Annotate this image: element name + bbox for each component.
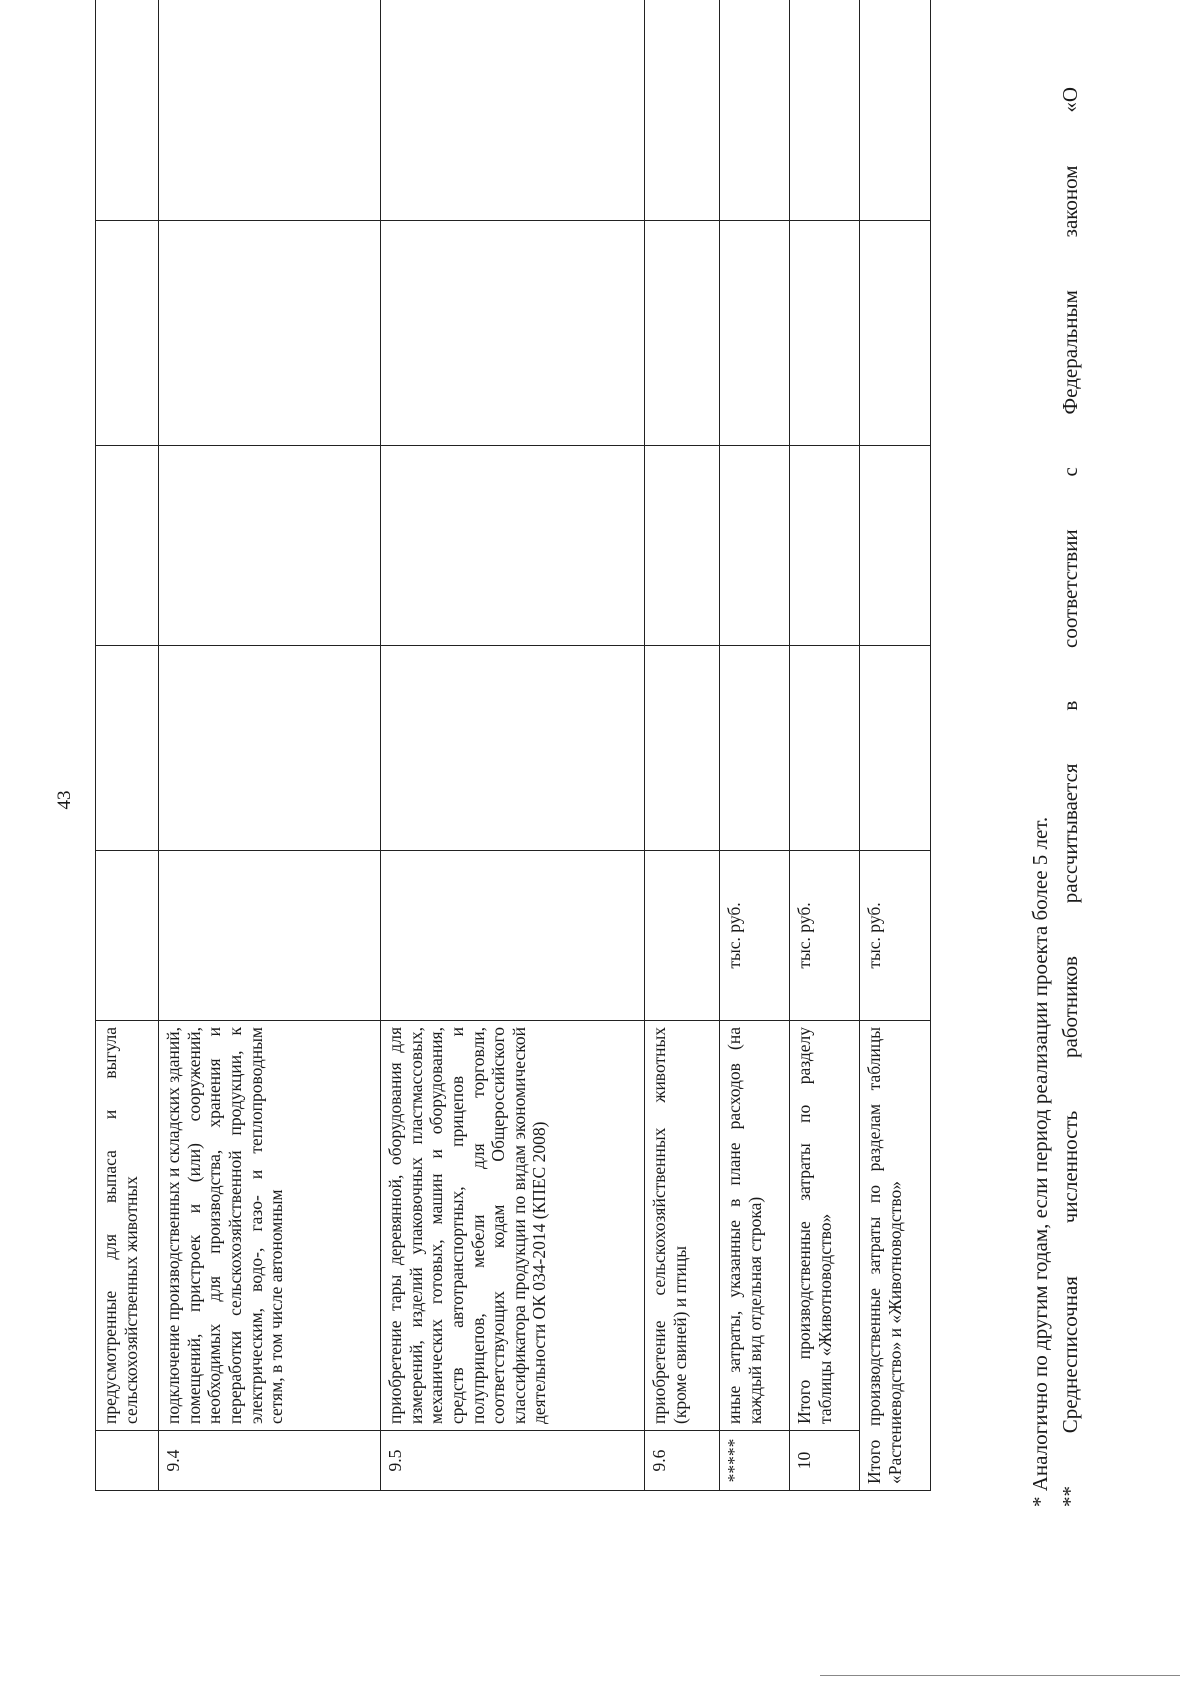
- value-cell: [96, 446, 159, 646]
- table-total-row: [860, 0, 931, 1491]
- value-cell: [860, 0, 931, 221]
- row-number: [96, 1431, 159, 1491]
- value-cell: [860, 446, 931, 646]
- row-description: предусмотренные для выпаса и выгула сельскохозяйственных животных: [96, 1021, 159, 1431]
- value-cell: [381, 0, 645, 221]
- value-cell: [381, 446, 645, 646]
- value-cell: [645, 0, 720, 221]
- value-cell: [159, 646, 381, 851]
- row-description: иные затраты, указанные в плане расходов (на каждый вид отдельная строка): [720, 1021, 790, 1431]
- row-unit: тыс. руб.: [790, 851, 860, 1021]
- footnotes: [1025, 87, 1085, 1507]
- footnote: ** Среднесписочная численность работников рассчитывается в соответствии с Федеральным законом «О: [1058, 87, 1082, 1507]
- row-description: приобретение сельскохозяйственных животных (кроме свиней) и птицы: [645, 1021, 720, 1431]
- row-unit: тыс. руб.: [720, 851, 790, 1021]
- row-number: *****: [720, 1431, 790, 1491]
- row-number: 9.6: [645, 1431, 720, 1491]
- row-number: 9.5: [381, 1431, 645, 1491]
- table-row: [790, 0, 860, 1491]
- value-cell: [159, 446, 381, 646]
- table-row: [381, 0, 645, 1491]
- value-cell: [720, 646, 790, 851]
- row-number: 9.4: [159, 1431, 381, 1491]
- value-cell: [96, 0, 159, 221]
- row-description: подключение производственных и складских зданий, помещений, пристроек и (или) сооружений, необходимых для производства, хранения и переработки сельскохозяйственной продукции, к электрическим, водо-, газо- и теплопроводным сетям, в том числе автономным: [159, 1021, 381, 1431]
- value-cell: [720, 221, 790, 446]
- value-cell: [645, 221, 720, 446]
- value-cell: [720, 0, 790, 221]
- total-description: Итого производственные затраты по разделам таблицы «Растениеводство» и «Животноводство»: [860, 1021, 931, 1491]
- row-unit: [381, 851, 645, 1021]
- value-cell: [381, 646, 645, 851]
- row-number: 10: [790, 1431, 860, 1491]
- table-row: [645, 0, 720, 1491]
- value-cell: [720, 446, 790, 646]
- table-row: [96, 0, 159, 1491]
- value-cell: [790, 0, 860, 221]
- table-row: [720, 0, 790, 1491]
- expense-table: [95, 0, 931, 1491]
- value-cell: [790, 446, 860, 646]
- value-cell: [645, 646, 720, 851]
- value-cell: [860, 221, 931, 446]
- value-cell: [96, 221, 159, 446]
- rotated-page-content: [0, 39, 1120, 1619]
- value-cell: [645, 446, 720, 646]
- row-unit: [645, 851, 720, 1021]
- table-row: [159, 0, 381, 1491]
- value-cell: [159, 0, 381, 221]
- value-cell: [159, 221, 381, 446]
- value-cell: [790, 221, 860, 446]
- footnote: * Аналогично по другим годам, если период реализации проекта более 5 лет.: [1028, 816, 1052, 1507]
- page-number: 43: [54, 790, 75, 810]
- total-unit: тыс. руб.: [860, 851, 931, 1021]
- value-cell: [381, 221, 645, 446]
- scan-edge-line: [820, 1675, 1180, 1676]
- row-unit: [96, 851, 159, 1021]
- row-unit: [159, 851, 381, 1021]
- row-description: приобретение тары деревянной, оборудования для измерений, изделий упаковочных пластмассовых, механических готовых, машин и оборудования, средств автотранспортных, прицепов и полуприцепов, мебели для торговли, соответствующих кодам Общероссийского классификатора продукции по видам экономической деятельности ОК 034-2014 (КПЕС 2008): [381, 1021, 645, 1431]
- value-cell: [860, 646, 931, 851]
- value-cell: [96, 646, 159, 851]
- value-cell: [790, 646, 860, 851]
- row-description: Итого производственные затраты по разделу таблицы «Животноводство»: [790, 1021, 860, 1431]
